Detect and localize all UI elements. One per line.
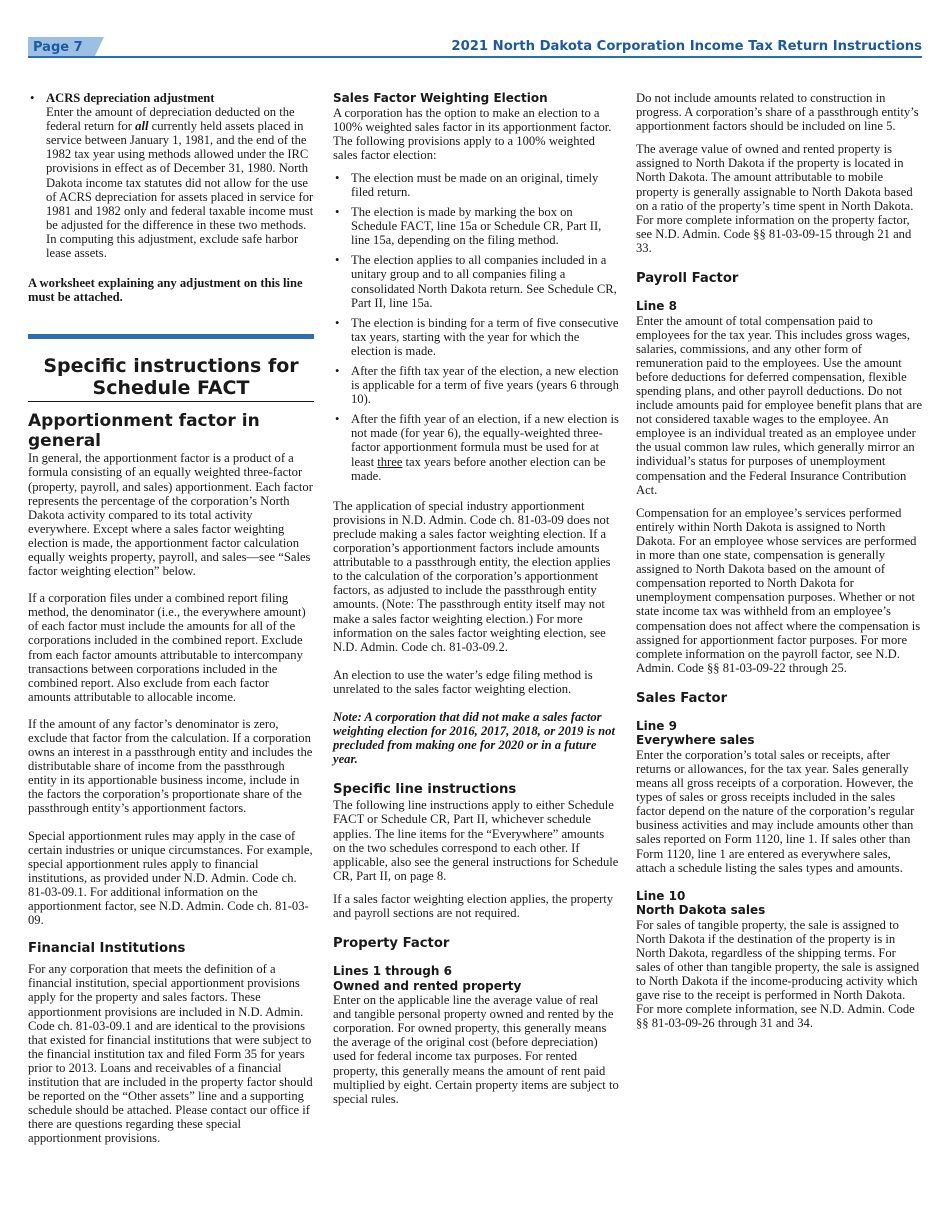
election-note: Note: A corporation that did not make a sales factor weighting election for 2016, 2017, 2018, or 2019 is not precluded from making one for 2020 or in a future year. — [333, 709, 615, 767]
line-10-heading: Line 10 — [636, 888, 686, 903]
construction-text: Do not include amounts related to construction in progress. A corporation’s share of a passthrough entity’s apportionment factors should be included on line 5. — [636, 91, 919, 134]
sales-factor-heading: Sales Factor — [636, 690, 728, 706]
everywhere-sales-heading: Everywhere sales — [636, 733, 755, 748]
average-value-text: The average value of owned and rented property is assigned to North Dakota if the property is located in North Dakota. The amount attributable to mobile property is generally assignable to North Dakota based on a ratio of the property’s time spent in North Dakota. For more complete information on the property factor, see N.D. Admin. Code §§ 81-03-09-15 through 21 and 33. — [636, 142, 914, 255]
sfwe-bullet: • After the fifth tax year of the election, a new election is applicable for a term of five years (years 6 through 10). — [335, 364, 619, 407]
worksheet-note: A worksheet explaining any adjustment on this line must be attached. — [28, 276, 303, 305]
bullet-icon: • — [335, 253, 340, 268]
financial-institutions-text: For any corporation that meets the definition of a financial institution, special apportionment provisions apply for the property and sales factors. These apportionment provisions are included in N.D. Admin. Code ch. 81-03-09.1 and are identical to the provisions that existed for financial institutions that were subject to the financial institution tax and filed Form 35 for years prior to 2013. Loans and receivables of a financial institution that are included in the property factor should be reported on the “Other assets” line and a supporting schedule should be attached. Please contact our office if there are questions regarding these special apportionment provisions. — [28, 962, 313, 1146]
header-rule — [28, 56, 922, 58]
sfwe-bullet: • After the fifth year of an election, if a new election is not made (for year 6), the equally-weighted three-factor apportionment formula must be used for at least three tax years before another election can be made. — [335, 412, 619, 483]
sfwe-intro: A corporation has the option to make an election to a 100% weighted sales factor in its apportionment factor. The following provisions apply to a 100% weighted sales factor election: — [333, 105, 612, 162]
bullet-icon: • — [335, 412, 340, 427]
sfwe-bullet: • The election is made by marking the box on Schedule FACT, line 15a or Schedule CR, Part II, line 15a, depending on the filing method. — [335, 205, 602, 248]
acrs-bullet — [28, 91, 314, 260]
bullet-icon: • — [335, 205, 340, 220]
bullet-icon: • — [335, 170, 340, 185]
line-8-text: Enter the amount of total compensation paid to employees for the tax year. This includes gross wages, salaries, commissions, and any other form of remuneration paid to the employees. Use the amount before deductions for deferred compensation, flexible spending plans, and other payroll deductions. Do not include amounts paid for employee benefit plans that are not considered taxable wages to the employee. An employee is an individual treated as an employee under the usual common law rules, which generally mirror an individual’s status for purposes of unemployment compensation and the Federal Insurance Contribution Act. — [636, 313, 923, 497]
waters-edge-text: An election to use the water’s edge filing method is unrelated to the sales factor weighting election. — [333, 667, 593, 696]
financial-institutions-heading: Financial Institutions — [28, 941, 186, 957]
apportionment-para-4: Special apportionment rules may apply in the case of certain industries or unique circumstances. For example, special apportionment rules apply to financial institutions, as provided under N.D. Admin. Code ch. 81-03-09.1. For additional information on the apportionment factor, see N.D. Admin. Code ch. 81-03-09. — [28, 828, 313, 928]
subsection-title: Apportionment factor in general — [28, 411, 260, 452]
payroll-factor-heading: Payroll Factor — [636, 271, 739, 287]
column-left — [28, 91, 314, 1154]
section-title-rule — [28, 401, 314, 402]
section-divider — [28, 334, 314, 339]
line-8-text-2: Compensation for an employee’s services performed entirely within North Dakota is assigned to North Dakota. For an employee whose services are performed in more than one state, compensation is generally assigned to North Dakota based on the amount of compensation reported to North Dakota for unemployment compensation purposes. Whether or not state income tax was withheld from an employee’s compensation does not affect where the compensation is assigned for apportionment factor purposes. For more complete information on the payroll factor, see N.D. Admin. Code §§ 81-03-09-22 through 25. — [636, 505, 921, 675]
page-header — [28, 36, 922, 60]
bullet-icon: • — [30, 91, 35, 105]
line-8-heading: Line 8 — [636, 299, 677, 314]
line-10-text: For sales of tangible property, the sale is assigned to North Dakota if the destination of the property is in North Dakota, regardless of the shipping terms. For sales of other than tangible property, the sale is assigned to North Dakota if the income-producing activity which gave rise to the receipt is performed in North Dakota. For more complete information, see N.D. Admin. Code §§ 81-03-09-26 through 31 and 34. — [636, 917, 920, 1031]
apportionment-para-3: If the amount of any factor’s denominator is zero, exclude that factor from the calculation. If a corporation owns an interest in a passthrough entity and includes the distributable share of income from the passthrough entity in its apportionable business income, include in the factors the corporation’s proportionate share of the passthrough entity’s apportionment factors. — [28, 716, 313, 816]
acrs-title: ACRS depreciation adjustment — [46, 91, 215, 105]
specific-line-instructions-text-2: If a sales factor weighting election applies, the property and payroll sections are not required. — [333, 891, 614, 920]
north-dakota-sales-heading: North Dakota sales — [636, 903, 766, 918]
acrs-text-b: currently held assets placed in service between January 1, 1981, and the end of the 1982 tax year using methods allowed under the IRC provisions in effect as of December 31, 1980. North Dakota income tax statutes did not allow for the use of ACRS depreciation for assets placed in service for 1981 and 1982 only and federal taxable income must be adjusted for the difference in these two methods. In computing this adjustment, exclude safe harbor lease assets. — [46, 119, 314, 261]
property-factor-heading: Property Factor — [333, 936, 450, 952]
specific-line-instructions-text: The following line instructions apply to either Schedule FACT or Schedule CR, Part II, whichever schedule applies. The line items for the “Everywhere” amounts on the two schedules correspond to each other. If applicable, also see the general instructions for Schedule CR, Part II, on page 8. — [333, 798, 619, 883]
bullet-icon: • — [335, 364, 340, 378]
bullet-icon: • — [335, 315, 340, 330]
line-9-text: Enter the corporation’s total sales or receipts, after returns or allowances, for the tax year. Sales generally means all gross receipts of a corporation. However, the types of sales or gross receipts included in the sales factor depend on the nature of the corporation’s regular business activities and may include amounts other than sales reported on Form 1120, line 1. If sales other than Form 1120, line 1 are entered as everywhere sales, attach a schedule listing the sales types and amounts. — [636, 747, 915, 875]
acrs-text-a: Enter the amount of depreciation deducted on the federal return for — [46, 105, 295, 134]
apportionment-para-1: In general, the apportionment factor is a product of a formula consisting of an equally weighted three-factor (property, payroll, and sales) apportionment. Each factor represents the percentage of the corporation’s North Dakota activity compared to its total activity everywhere. Except where a sales factor weighting election is made, the apportionment factor calculation equally weights property, payroll, and sales—see “Sales factor weighting election” below. — [28, 451, 313, 579]
section-title: Specific instructions for Schedule FACT — [43, 355, 299, 400]
apportionment-para-2: If a corporation files under a combined report filing method, the denominator (i.e., the everywhere amount) of each factor must include the amounts for all of the corporations included in the combined report. Exclude from each factor amounts attributable to intercompany transactions between corporations included in the combined report. Also exclude from each factor amounts attributable to allocable income. — [28, 591, 306, 704]
property-factor-text: Enter on the applicable line the average value of real and tangible personal property owned and rented by the corporation. For owned property, this generally means the average of the original cost (before depreciation) used for federal income tax purposes. For rented property, this generally means the amount of rent paid multiplied by eight. Certain property items are subject to special rules. — [333, 993, 619, 1106]
document-title: 2021 North Dakota Corporation Income Tax Return Instructions — [451, 39, 922, 54]
page-number-tab: Page 7 — [28, 37, 94, 58]
owned-rented-heading: Owned and rented property — [333, 978, 522, 993]
sfwe-bullet: • The election must be made on an original, timely filed return. — [335, 170, 599, 199]
sfwe-bullet: • The election applies to all companies included in a unitary group and to all companies filing a consolidated North Dakota return. See Schedule CR, Part II, line 15a. — [335, 253, 617, 310]
column-middle — [333, 91, 619, 1115]
line-9-heading: Line 9 — [636, 718, 677, 733]
lines-1-6-heading: Lines 1 through 6 — [333, 964, 452, 979]
sfwe-heading: Sales Factor Weighting Election — [333, 91, 548, 105]
acrs-text-emph: all — [135, 119, 149, 134]
column-right — [636, 91, 923, 1039]
special-industry-text: The application of special industry apportionment provisions in N.D. Admin. Code ch. 81-03-09 does not preclude making a sales factor weighting election. If a corporation’s apportionment factors include amounts attributable to a passthrough entity, the election applies to the calculation of the corporation’s apportionment factors, as adjusted to include the passthrough entity amounts. (Note: The passthrough entity itself may not make a sales factor weighting election.) For more information on the sales factor weighting election, see N.D. Admin. Code ch. 81-03-09.2. — [333, 498, 611, 654]
page-tab-corner — [94, 37, 104, 58]
sfwe-bullet: • The election is binding for a term of five consecutive tax years, starting with the year for which the election is made. — [335, 315, 619, 358]
specific-line-instructions-heading: Specific line instructions — [333, 782, 517, 798]
